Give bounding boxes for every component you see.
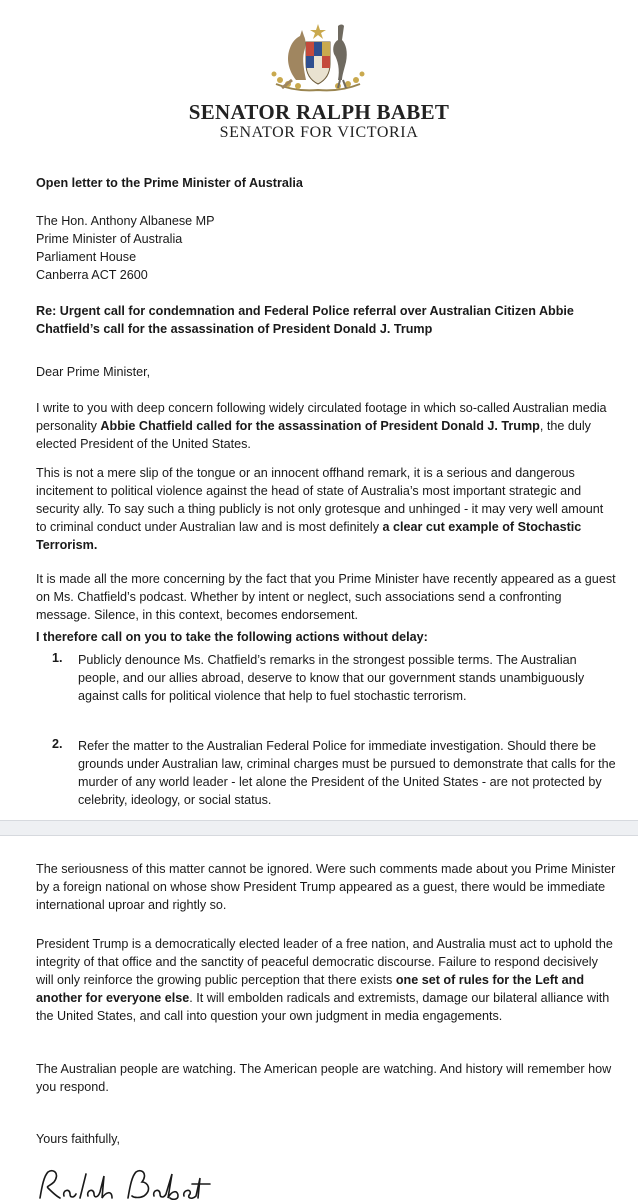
signature (36, 1168, 216, 1200)
paragraph-2: This is not a mere slip of the tongue or an innocent offhand remark, it is a serious and dangerous incitement to political violence against the head of state of Australia’s most important strategic and security ally. To say such a thing publicly is not only grotesque and unhinged - it may very well amount to criminal conduct under Australian law and is most definitely a clear cut example of Stochastic Terrorism. (36, 466, 604, 552)
list-number: 2. (52, 737, 63, 751)
address-line: Prime Minister of Australia (36, 232, 183, 246)
re-line: Re: Urgent call for condemnation and Federal Police referral over Australian Citizen Abbie (36, 304, 574, 318)
address-line: Parliament House (36, 250, 137, 264)
paragraph-3: It is made all the more concerning by the fact that you Prime Minister have recently appeared as a guest on Ms. Chatfield’s podcast. Whether by intent or neglect, such associations send a confronting message. Silence, in this context, becomes endorsement. (36, 572, 616, 622)
address-line: The Hon. Anthony Albanese MP (36, 214, 215, 228)
action-item-2: Refer the matter to the Australian Federal Police for immediate investigation. Should there be grounds under Australian law, criminal charges must be pursued to demonstrate that calls for the murder of any world leader - let alone the President of the United States - are not protected by celebrity, ideology, or social status. (78, 739, 616, 807)
paragraph-5: President Trump is a democratically elected leader of a free nation, and Australia must act to uphold the integrity of that office and the sanctity of peaceful democratic discourse. Failure to respond decisively will only reinforce the growing public perception that there exists one set of rules for the Left and another for everyone else. It will embolden radicals and extremists, damage our bilateral alliance with the United States, and call into question your own judgment in media engagements. (36, 937, 613, 1023)
closing: Yours faithfully, (36, 1132, 121, 1146)
salutation: Dear Prime Minister, (36, 365, 151, 379)
sender-title: SENATOR FOR VICTORIA (219, 124, 419, 141)
paragraph-1: I write to you with deep concern following widely circulated footage in which so-called Australian media personality Abbie Chatfield called for the assassination of President Donald J. Trump, the duly elected President of the United States. (36, 401, 607, 451)
call-to-action: I therefore call on you to take the following actions without delay: (36, 630, 428, 644)
action-item-1: Publicly denounce Ms. Chatfield’s remarks in the strongest possible terms. The Australian people, and our allies abroad, deserve to know that our government stands unambiguously against calls for political violence that help to fuel stochastic terrorism. (78, 653, 585, 703)
list-number: 1. (52, 651, 63, 665)
page-break (0, 820, 638, 836)
letter-heading: Open letter to the Prime Minister of Australia (36, 176, 303, 190)
paragraph-6: The Australian people are watching. The American people are watching. And history will remember how you respond. (36, 1062, 612, 1094)
sender-name: SENATOR RALPH BABET (188, 100, 450, 124)
coat-of-arms-icon (266, 18, 370, 96)
re-line: Chatfield’s call for the assassination of President Donald J. Trump (36, 322, 433, 336)
address-line: Canberra ACT 2600 (36, 268, 148, 282)
paragraph-4: The seriousness of this matter cannot be ignored. Were such comments made about you Prime Minister by a foreign national on whose show President Trump appeared as a guest, there would be immediate international uproar and rightly so. (36, 862, 616, 912)
